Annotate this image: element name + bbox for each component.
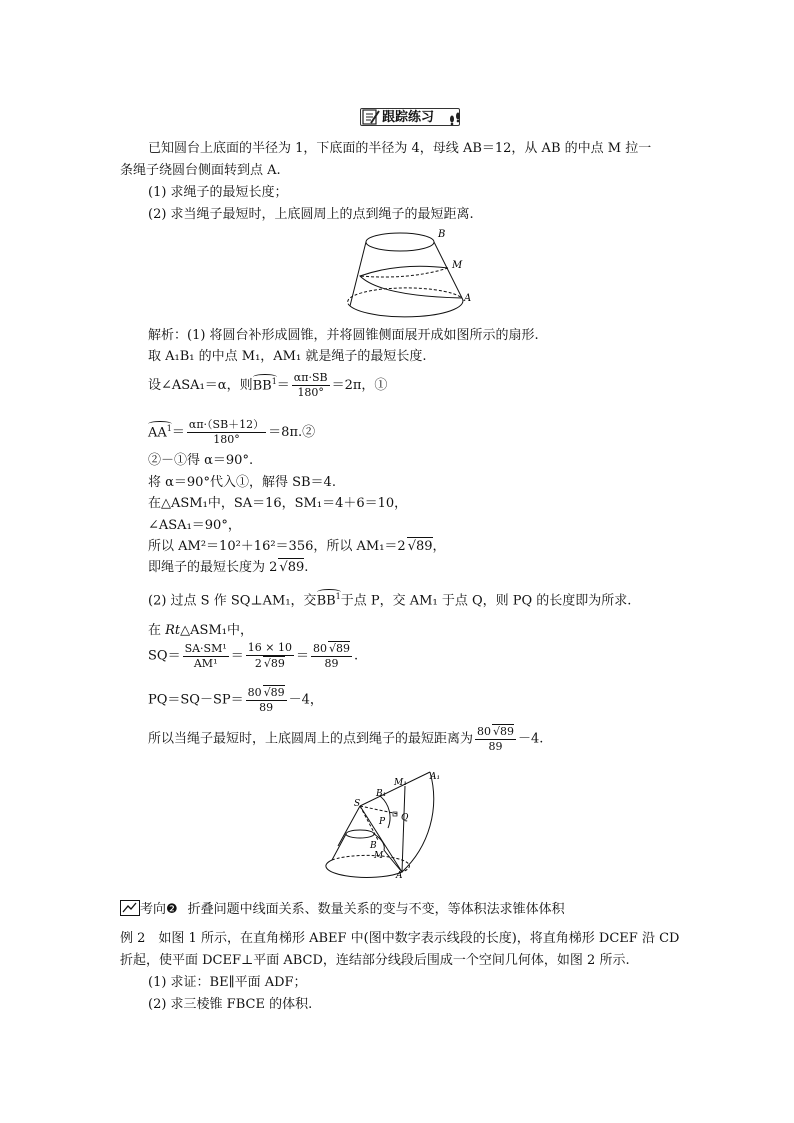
- fraction: [292, 371, 330, 400]
- text-segment: ＝2π，①: [331, 378, 388, 393]
- figure1-label-b: B: [438, 229, 446, 240]
- solution-part2-line-1: [148, 592, 631, 610]
- sqrt: √89: [279, 560, 305, 575]
- text-segment: (2) 过点 S 作 SQ⊥AM₁，交: [148, 593, 317, 609]
- fraction: [187, 418, 266, 447]
- sqrt: √89: [329, 642, 351, 655]
- arc-aa1: [148, 424, 172, 442]
- problem-stem-line-2: 条绳子绕圆台侧面转到点 A.: [120, 163, 281, 178]
- figure2-label-a1: A₁: [430, 772, 441, 782]
- numerator: SA·SM¹: [184, 641, 227, 655]
- section2-prefix: 考向: [140, 902, 167, 917]
- arc-bb1: [253, 377, 277, 395]
- frustum-figure: [340, 222, 480, 322]
- denominator: 180°: [213, 433, 240, 446]
- radicand: 89: [336, 642, 351, 655]
- sqrt: √89: [493, 725, 515, 738]
- radicand: 89: [415, 539, 433, 554]
- solution-line-4: [148, 418, 315, 447]
- arc-text: AA: [148, 425, 167, 440]
- figure2-label-m: M: [374, 851, 384, 861]
- figure2-label-m1: M₁: [394, 778, 407, 788]
- arc-sup: 1: [166, 423, 172, 433]
- text-segment: 设∠ASA₁＝α，则: [148, 378, 253, 393]
- radicand: 89: [270, 657, 285, 670]
- equals: ＝: [230, 648, 244, 664]
- solution-line-10: [148, 558, 308, 577]
- figure2-label-b1: B₁: [376, 789, 387, 799]
- numerator: [246, 685, 287, 701]
- trend-arrow-icon: [120, 900, 140, 916]
- text-segment: 在: [148, 623, 166, 638]
- section2-title: 折叠问题中线面关系、数量关系的变与不变，等体积法求锥体体积: [187, 902, 565, 917]
- fraction: [246, 641, 294, 671]
- text-segment: △ASM₁中，: [180, 623, 253, 638]
- text-segment: PQ＝SQ－SP＝: [148, 692, 244, 708]
- solution-line-2: 取 A₁B₁ 的中点 M₁，AM₁ 就是绳子的最短长度.: [148, 349, 427, 364]
- solution-line-9: [148, 537, 446, 556]
- numerator: 16 × 10: [247, 641, 292, 654]
- numerator: απ·（SB＋12）: [188, 418, 265, 431]
- solution-line-6: 将 α＝90°代入①，解得 SB＝4.: [148, 475, 336, 490]
- radicand: 89: [270, 686, 285, 699]
- text-segment: －4.: [518, 731, 544, 747]
- sqrt: √89: [263, 657, 285, 670]
- cone-sector-figure: [320, 768, 470, 880]
- fraction: [311, 641, 352, 671]
- coef: 80: [247, 686, 262, 699]
- pq-equation: [148, 685, 323, 715]
- sq-equation: [148, 641, 358, 671]
- coef: 80: [313, 642, 328, 655]
- text-segment: ＝8π.②: [268, 425, 316, 440]
- denominator: 89: [488, 740, 503, 753]
- solution-part2-line-2: [148, 622, 253, 640]
- fraction: [246, 685, 287, 715]
- radicand: 89: [500, 725, 515, 738]
- arc-sup: 1: [271, 376, 277, 386]
- text-segment: －4，: [288, 692, 323, 708]
- figure1-label-a: A: [464, 293, 472, 304]
- solution-line-3: [148, 371, 387, 400]
- figure2-label-s: S: [354, 799, 361, 809]
- example2-question-2: (2) 求三棱锥 FBCE 的体积.: [148, 997, 313, 1012]
- sqrt: √89: [407, 539, 433, 554]
- text-segment: ，: [432, 539, 446, 554]
- denominator: 180°: [297, 386, 324, 399]
- text-segment: 于点 P，交 AM₁ 于点 Q，则 PQ 的长度即为所求.: [340, 593, 632, 609]
- section2-heading: [120, 900, 565, 919]
- figure2-label-a: A: [396, 871, 403, 880]
- example2-question-1: (1) 求证：BE∥平面 ADF；: [148, 975, 307, 990]
- denominator: 89: [324, 657, 339, 670]
- equals: ＝: [171, 425, 185, 440]
- coef: 2: [254, 657, 262, 670]
- example2-line-2: 折起，使平面 DCEF⊥平面 ABCD，连结部分线段后围成一个空间几何体，如图 2 所示.: [120, 953, 630, 968]
- problem-question-2: (2) 求当绳子最短时，上底圆周上的点到绳子的最短距离.: [148, 207, 474, 222]
- equals: ＝: [296, 648, 310, 664]
- example2-line-1: 例 2 如图 1 所示，在直角梯形 ABEF 中(图中数字表示线段的长度)，将直角梯形 DCEF 沿 CD: [120, 931, 680, 946]
- solution-line-5: ②－①得 α＝90°.: [148, 453, 254, 468]
- equals: ＝: [276, 378, 290, 393]
- numerator: [475, 724, 516, 740]
- section2-number: ❷: [166, 902, 178, 917]
- arc-text: BB: [252, 378, 272, 393]
- text-segment: 所以当绳子最短时，上底圆周上的点到绳子的最短距离为: [148, 731, 474, 747]
- sqrt: √89: [263, 686, 285, 699]
- solution-line-8: ∠ASA₁＝90°，: [148, 518, 241, 533]
- solution-line-7: 在△ASM₁中，SA＝16，SM₁＝4＋6＝10，: [148, 496, 408, 511]
- section-header-badge: [360, 106, 462, 128]
- coef: 80: [477, 725, 492, 738]
- text-segment: 即绳子的最短长度为 2: [148, 560, 278, 575]
- text-segment: .: [304, 560, 309, 575]
- header-title: 跟踪练习: [382, 110, 435, 125]
- solution-line-1: 解析：(1) 将圆台补形成圆锥，并将圆锥侧面展开成如图所示的扇形.: [148, 328, 539, 343]
- text-segment: SQ＝: [148, 648, 181, 664]
- rt-italic: Rt: [165, 623, 181, 638]
- problem-question-1: (1) 求绳子的最短长度；: [148, 185, 288, 200]
- figure2-label-b: B: [370, 841, 377, 851]
- text-segment: .: [354, 648, 359, 664]
- arc-text: BB: [316, 593, 336, 609]
- footprints-icon: [448, 110, 462, 126]
- denominator: 89: [259, 701, 274, 714]
- fraction: [475, 724, 516, 754]
- fraction: [183, 642, 229, 671]
- figure2-label-p: P: [379, 817, 386, 827]
- denominator: [246, 656, 294, 671]
- numerator: απ·SB: [293, 371, 328, 384]
- numerator: [311, 641, 352, 657]
- arc-bb1: [317, 592, 341, 610]
- radicand: 89: [287, 560, 305, 575]
- final-answer-line: [148, 724, 543, 754]
- problem-stem-line-1: 已知圆台上底面的半径为 1，下底面的半径为 4，母线 AB＝12，从 AB 的中点 M 拉一: [148, 141, 652, 156]
- arc-sup: 1: [335, 592, 341, 601]
- figure2-label-q: Q: [401, 813, 409, 823]
- figure1-label-m: M: [452, 260, 463, 271]
- text-segment: 所以 AM²＝10²＋16²＝356，所以 AM₁＝2: [148, 539, 406, 554]
- denominator: AM¹: [193, 656, 218, 670]
